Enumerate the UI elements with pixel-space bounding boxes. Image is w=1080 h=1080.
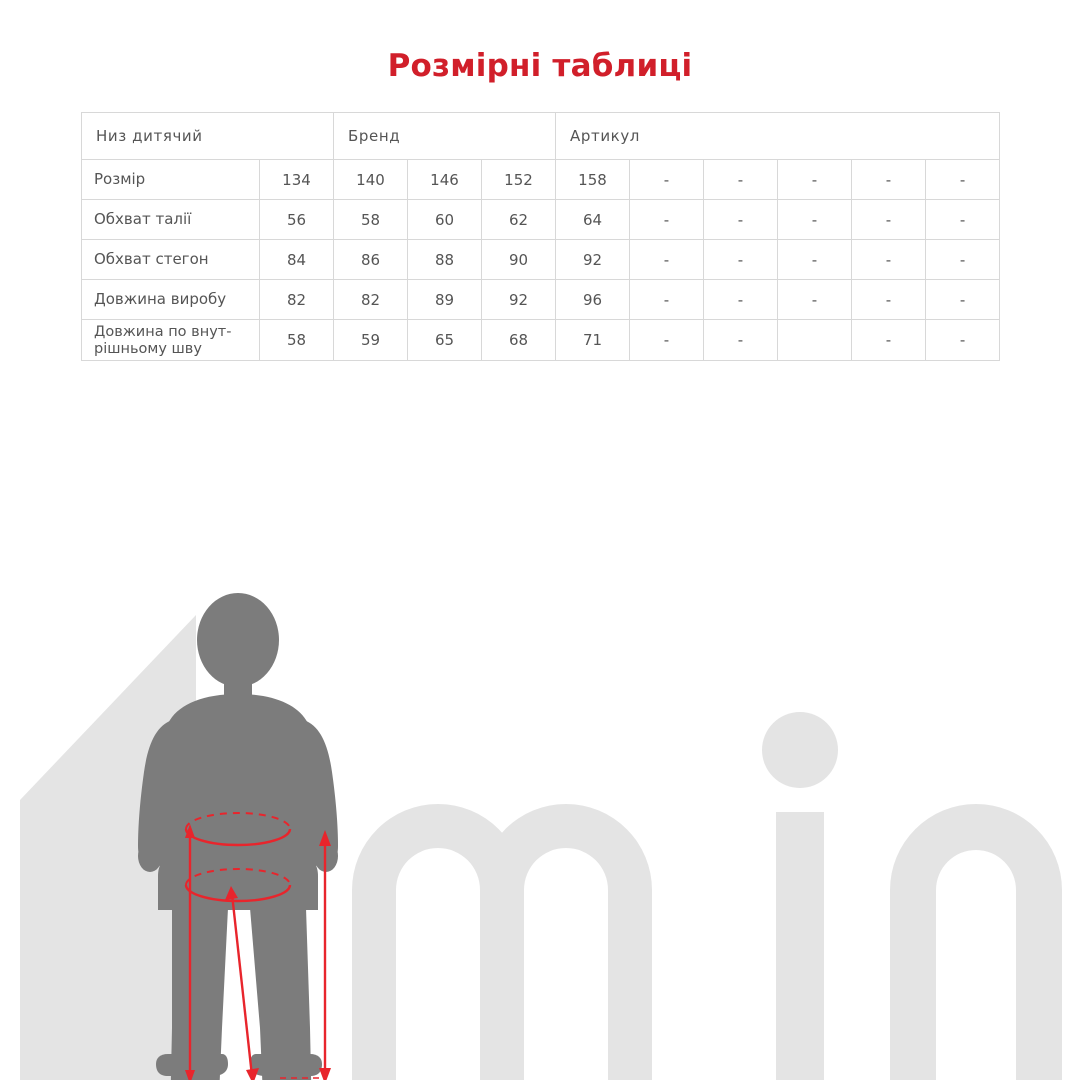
cell: - (778, 280, 852, 320)
cell: 58 (334, 200, 408, 240)
table-row (82, 240, 1000, 280)
cell: 82 (334, 280, 408, 320)
cell: 60 (408, 200, 482, 240)
cell: - (926, 280, 1000, 320)
row-label-product-length: Довжина виробу (82, 280, 260, 320)
row-label-size: Розмір (82, 160, 260, 200)
row-label-hips: Обхват стегон (82, 240, 260, 280)
cell: - (630, 160, 704, 200)
cell: 140 (334, 160, 408, 200)
cell: - (704, 200, 778, 240)
cell: 158 (556, 160, 630, 200)
cell: 82 (260, 280, 334, 320)
cell: 84 (260, 240, 334, 280)
cell: 62 (482, 200, 556, 240)
row-label-inseam (82, 320, 260, 361)
row-label-inseam-line2: рішньому шву (94, 340, 202, 357)
cell: - (926, 240, 1000, 280)
cell: 65 (408, 320, 482, 361)
table-header-row (82, 113, 1000, 160)
cell: - (926, 200, 1000, 240)
cell: - (852, 320, 926, 361)
cell: 92 (556, 240, 630, 280)
cell: - (630, 320, 704, 361)
cell: 89 (408, 280, 482, 320)
cell (778, 320, 852, 361)
header-article: Артикул (556, 113, 1000, 160)
cell: 68 (482, 320, 556, 361)
cell: - (704, 320, 778, 361)
row-label-inseam-line1: Довжина по внут- (94, 324, 232, 341)
table-row (82, 280, 1000, 320)
header-category: Низ дитячий (82, 113, 334, 160)
cell: 56 (260, 200, 334, 240)
cell: 71 (556, 320, 630, 361)
cell: - (852, 280, 926, 320)
cell: - (704, 160, 778, 200)
cell: - (630, 280, 704, 320)
cell: - (926, 320, 1000, 361)
cell: 90 (482, 240, 556, 280)
cell: - (704, 240, 778, 280)
cell: - (852, 200, 926, 240)
header-brand: Бренд (334, 113, 556, 160)
cell: 88 (408, 240, 482, 280)
page-title: Розмірні таблиці (387, 48, 693, 84)
cell: 92 (482, 280, 556, 320)
size-table-container (81, 112, 999, 361)
table-row (82, 160, 1000, 200)
cell: - (630, 240, 704, 280)
cell: - (704, 280, 778, 320)
table-row (82, 200, 1000, 240)
cell: - (926, 160, 1000, 200)
measurement-illustration (0, 560, 1080, 1080)
cell: 152 (482, 160, 556, 200)
table-row (82, 320, 1000, 361)
cell: - (852, 240, 926, 280)
cell: 59 (334, 320, 408, 361)
cell: 146 (408, 160, 482, 200)
cell: 134 (260, 160, 334, 200)
cell: 86 (334, 240, 408, 280)
cell: - (778, 200, 852, 240)
size-table (81, 112, 1000, 361)
cell: - (630, 200, 704, 240)
cell: - (778, 160, 852, 200)
row-label-waist: Обхват талії (82, 200, 260, 240)
cell: 64 (556, 200, 630, 240)
cell: - (852, 160, 926, 200)
cell: - (778, 240, 852, 280)
cell: 58 (260, 320, 334, 361)
cell: 96 (556, 280, 630, 320)
